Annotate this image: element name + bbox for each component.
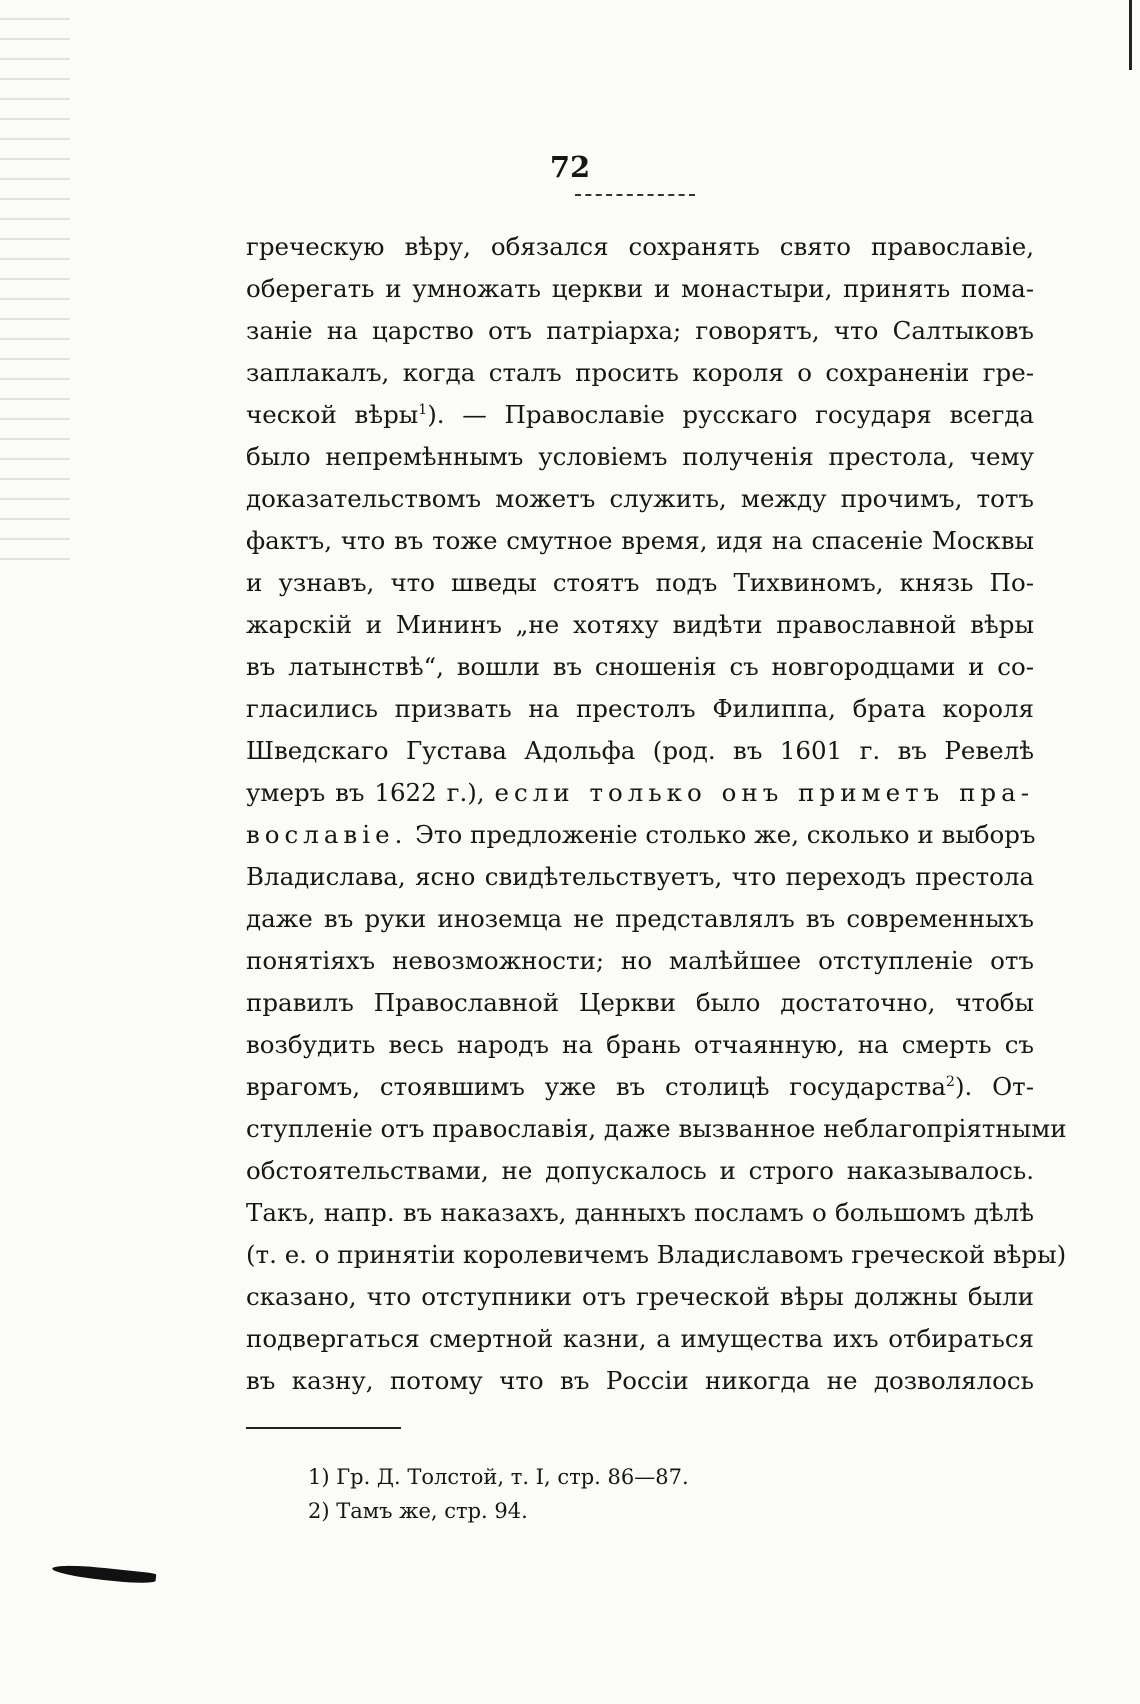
text-line: доказательствомъ можетъ служить, между прочимъ, тотъ — [246, 484, 1034, 513]
footnotes — [308, 1460, 689, 1528]
text-line: въ казну, потому что въ Россіи никогда не дозволялось — [246, 1366, 1034, 1395]
text-line: Владислава, ясно свидѣтельствуетъ, что переходъ престола — [246, 862, 1034, 891]
footnote: 1) Гр. Д. Толстой, т. I, стр. 86—87. — [308, 1465, 689, 1489]
scan-right-edge — [1129, 0, 1132, 70]
footnote-mark: 2 — [946, 1073, 955, 1090]
text-line: обстоятельствами, не допускалось и строго наказывалось. — [246, 1156, 1034, 1185]
footnote-mark: 1 — [418, 401, 428, 418]
text-line: гласились призвать на престолъ Филиппа, брата короля — [246, 694, 1034, 723]
footnote: 2) Тамъ же, стр. 94. — [308, 1499, 528, 1523]
text-line — [246, 394, 1034, 436]
text-line: возбудить весь народъ на брань отчаянную, на смерть съ — [246, 1030, 1034, 1059]
text-line: понятіяхъ невозможности; но малѣйшее отступленіе отъ — [246, 946, 1034, 975]
text-line: сказано, что отступники отъ греческой вѣры должны были — [246, 1282, 1034, 1311]
text-line — [246, 814, 1034, 856]
text-line: и узнавъ, что шведы стоятъ подъ Тихвиномъ, князь По- — [246, 568, 1034, 597]
text-line: ступленіе отъ православія, даже вызванное неблагопріятными — [246, 1114, 1067, 1143]
text-line: подвергаться смертной казни, а имущества ихъ отбираться — [246, 1324, 1034, 1353]
scan-binding-edge — [0, 0, 70, 560]
text-line: фактъ, что въ тоже смутное время, идя на спасеніе Москвы — [246, 526, 1034, 555]
text-line: въ латынствѣ“, вошли въ сношенія съ новгородцами и со- — [246, 652, 1034, 681]
text-segment: ческой вѣры — [246, 400, 419, 429]
text-segment: врагомъ, стоявшимъ уже въ столицѣ государства — [246, 1072, 947, 1101]
body-text — [246, 226, 1067, 1402]
spaced-emphasis: если только онъ приметъ пра- — [494, 778, 1034, 807]
text-line: жарскій и Мининъ „не хотяху видѣти православной вѣры — [246, 610, 1034, 639]
text-line: заніе на царство отъ патріарха; говорятъ, что Салтыковъ — [246, 316, 1034, 345]
text-segment: ). От- — [954, 1072, 1034, 1101]
ink-smudge — [52, 1563, 157, 1586]
text-segment: ). — Православіе русскаго государя всегда — [427, 400, 1034, 429]
text-line: (т. е. о принятіи королевичемъ Владиславомъ греческой вѣры) — [246, 1240, 1067, 1269]
text-line: Такъ, напр. въ наказахъ, данныхъ посламъ о большомъ дѣлѣ — [246, 1198, 1034, 1227]
footnote-separator — [246, 1427, 401, 1429]
text-line: было непремѣннымъ условіемъ полученія престола, чему — [246, 442, 1034, 471]
text-line: греческую вѣру, обязался сохранять свято православіе, — [246, 232, 1034, 261]
spaced-emphasis: вославіе. — [246, 820, 408, 849]
page-number-rule — [575, 194, 695, 196]
text-line: даже въ руки иноземца не представлялъ въ современныхъ — [246, 904, 1034, 933]
page-number: 72 — [549, 150, 591, 184]
text-line — [246, 1066, 1034, 1108]
text-line: правилъ Православной Церкви было достаточно, чтобы — [246, 988, 1034, 1017]
text-line: оберегать и умножать церкви и монастыри, принять пома- — [246, 274, 1034, 303]
text-line: заплакалъ, когда сталъ просить короля о сохраненіи гре- — [246, 358, 1034, 387]
text-segment: умеръ въ 1622 г.), — [246, 778, 485, 807]
text-segment: Это предложеніе столько же, сколько и выборъ — [415, 820, 1036, 849]
text-line: Шведскаго Густава Адольфа (род. въ 1601 г. въ Ревелѣ — [246, 736, 1034, 765]
text-line — [246, 772, 1034, 814]
